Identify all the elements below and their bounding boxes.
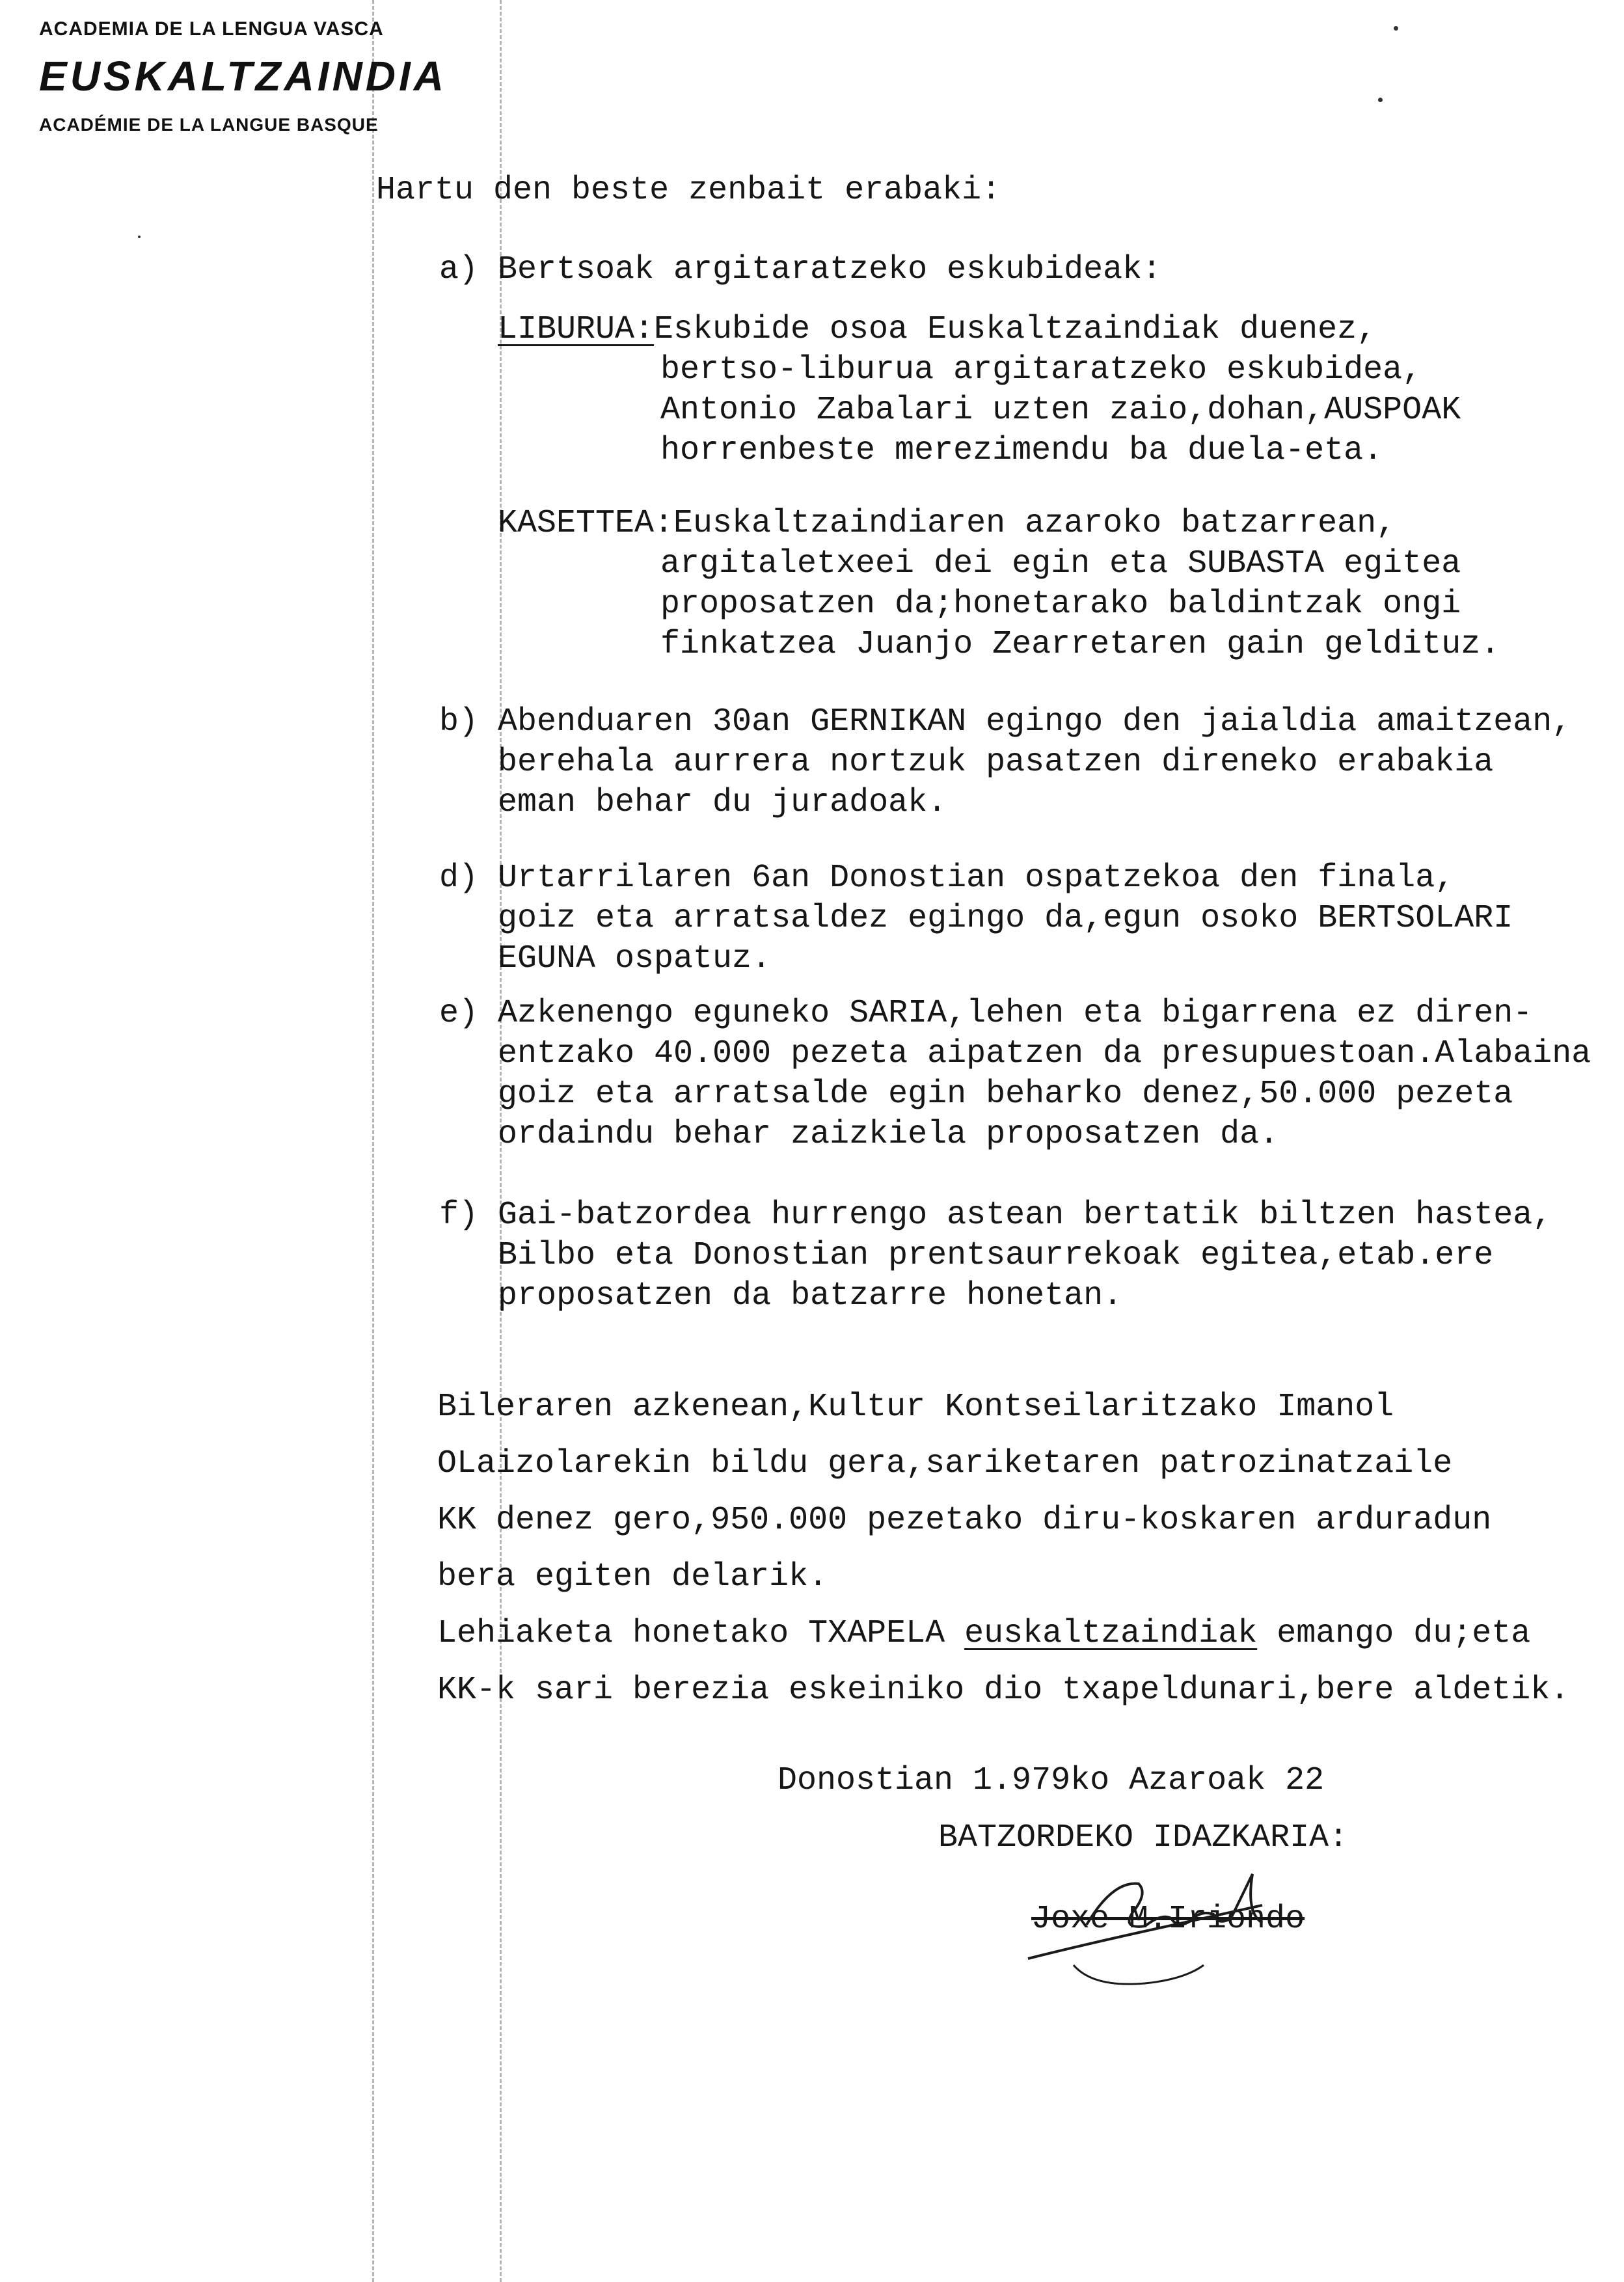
letterhead-top: ACADEMIA DE LA LENGUA VASCA bbox=[39, 18, 384, 40]
handwritten-signature bbox=[989, 1868, 1353, 1998]
intro-line: Hartu den beste zenbait erabaki: bbox=[376, 172, 1001, 209]
closing-underlined-word: euskaltzaindiak bbox=[964, 1615, 1258, 1652]
fold-line-left bbox=[372, 0, 374, 2282]
signature-stroke bbox=[1087, 1874, 1262, 1927]
closing-line: bera egiten delarik. bbox=[437, 1558, 828, 1596]
item-marker-e: e) bbox=[439, 995, 479, 1032]
liburua-line: horrenbeste merezimendu ba duela-eta. bbox=[660, 432, 1383, 469]
item-e-line: goiz eta arratsalde egin beharko denez,50.000 pezeta bbox=[498, 1076, 1513, 1113]
closing-line: KK denez gero,950.000 pezetako diru-koskaren arduradun bbox=[437, 1502, 1492, 1539]
kasettea-line: argitaletxeei dei egin eta SUBASTA egitea bbox=[660, 545, 1461, 582]
item-d-line: Urtarrilaren 6an Donostian ospatzekoa den finala, bbox=[498, 860, 1455, 897]
letterhead-name: EUSKALTZAINDIA bbox=[39, 53, 447, 100]
signer-role: BATZORDEKO IDAZKARIA: bbox=[938, 1819, 1349, 1856]
liburua-label: LIBURUA: bbox=[498, 311, 655, 348]
item-b-line: Abenduaren 30an GERNIKAN egingo den jaialdia amaitzean, bbox=[498, 703, 1572, 740]
signer-name: Joxe M.Iriondo bbox=[1031, 1901, 1305, 1938]
scan-speck bbox=[1394, 26, 1398, 31]
item-f-line: proposatzen da batzarre honetan. bbox=[498, 1277, 1123, 1314]
closing-line-5-pre: Lehiaketa honetako TXAPELA bbox=[437, 1615, 965, 1652]
signature-stroke bbox=[1028, 1905, 1262, 1959]
item-b-line: eman behar du juradoak. bbox=[498, 784, 947, 821]
item-f-line: Gai-batzordea hurrengo astean bertatik biltzen hastea, bbox=[498, 1197, 1552, 1234]
item-marker-a: a) bbox=[439, 251, 479, 288]
item-e-line: entzako 40.000 pezeta aipatzen da presupuestoan.Alabaina bbox=[498, 1035, 1591, 1072]
item-d-line: EGUNA ospatuz. bbox=[498, 940, 772, 977]
letterhead-bottom: ACADÉMIE DE LA LANGUE BASQUE bbox=[39, 115, 379, 135]
scan-speck bbox=[1378, 98, 1383, 102]
place-date: Donostian 1.979ko Azaroak 22 bbox=[778, 1762, 1325, 1799]
item-marker-b: b) bbox=[439, 703, 479, 740]
item-a-line: Bertsoak argitaratzeko eskubideak: bbox=[498, 251, 1162, 288]
liburua-line: Eskubide osoa Euskaltzaindiak duenez, bbox=[654, 311, 1377, 348]
item-d-line: goiz eta arratsaldez egingo da,egun osoko BERTSOLARI bbox=[498, 900, 1513, 937]
item-e-line: Azkenengo eguneko SARIA,lehen eta bigarrena ez diren- bbox=[498, 995, 1533, 1032]
closing-line: KK-k sari berezia eskeiniko dio txapeldunari,bere aldetik. bbox=[437, 1672, 1570, 1709]
kasettea-line: Euskaltzaindiaren azaroko batzarrean, bbox=[673, 505, 1396, 542]
closing-line: Bileraren azkenean,Kultur Kontseilaritzako Imanol bbox=[437, 1389, 1394, 1426]
closing-line-5 bbox=[437, 1615, 1531, 1652]
item-b-line: berehala aurrera nortzuk pasatzen direneko erabakia bbox=[498, 744, 1494, 781]
closing-line: OLaizolarekin bildu gera,sariketaren patrozinatzaile bbox=[437, 1445, 1453, 1482]
liburua-line: bertso-liburua argitaratzeko eskubidea, bbox=[660, 351, 1422, 388]
kasettea-line: proposatzen da;honetarako baldintzak ongi bbox=[660, 586, 1461, 623]
item-marker-d: d) bbox=[439, 860, 479, 897]
signature-stroke bbox=[1074, 1965, 1204, 1984]
kasettea-label: KASETTEA: bbox=[498, 505, 674, 542]
closing-line-5-post: emango du;eta bbox=[1257, 1615, 1531, 1652]
item-f-line: Bilbo eta Donostian prentsaurrekoak egitea,etab.ere bbox=[498, 1237, 1494, 1274]
liburua-line: Antonio Zabalari uzten zaio,dohan,AUSPOAK bbox=[660, 392, 1461, 429]
scan-speck bbox=[138, 236, 141, 238]
item-e-line: ordaindu behar zaizkiela proposatzen da. bbox=[498, 1116, 1279, 1153]
kasettea-line: finkatzea Juanjo Zearretaren gain geldituz. bbox=[660, 626, 1500, 663]
item-marker-f: f) bbox=[439, 1197, 479, 1234]
